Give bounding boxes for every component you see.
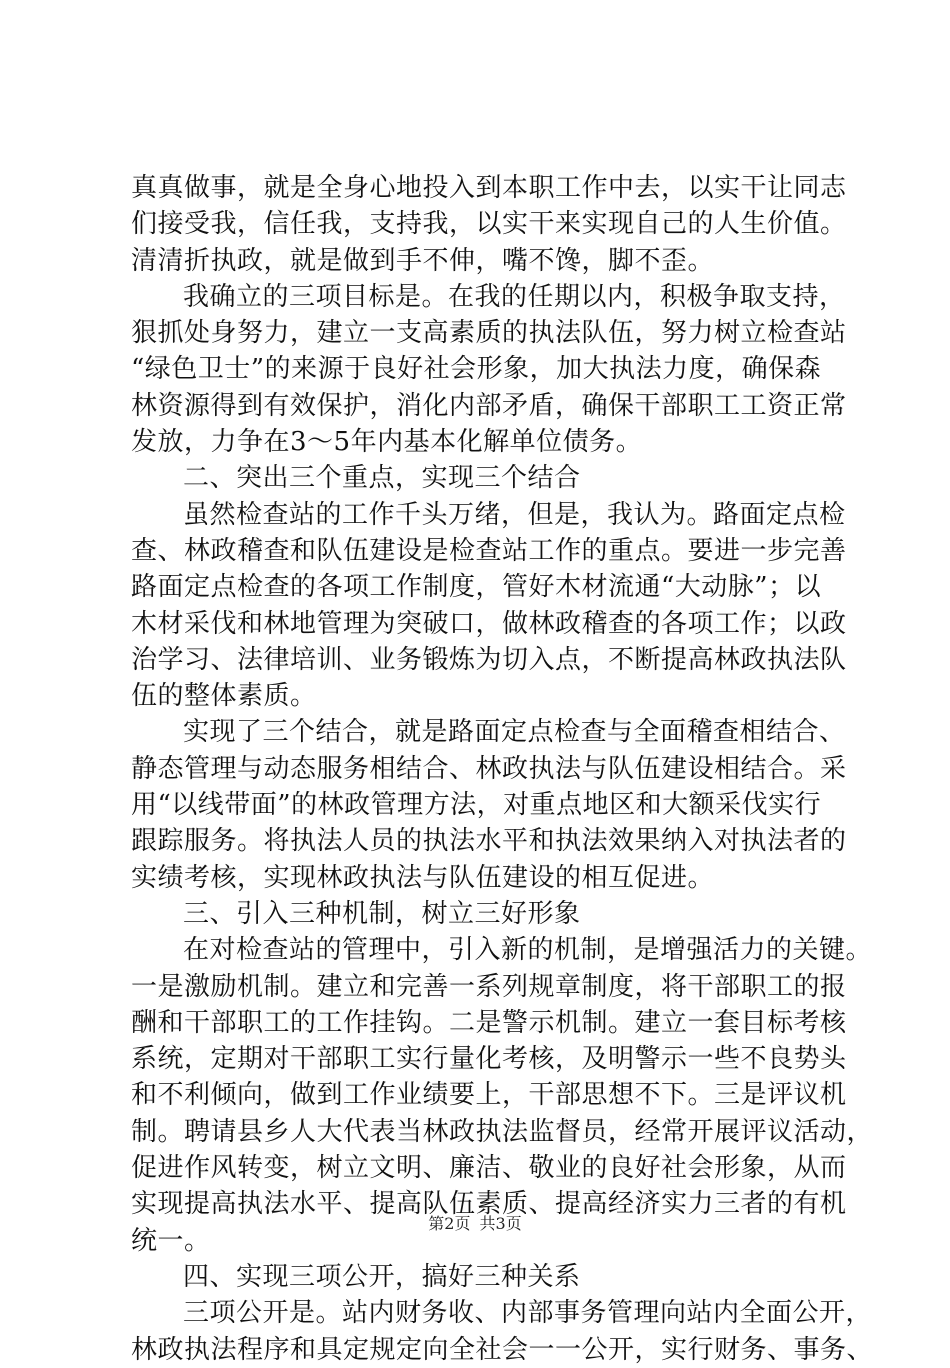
- text-line: 伍的整体素质。: [131, 681, 317, 712]
- page-footer: [0, 1214, 950, 1234]
- text-line: 路面定点检查的各项工作制度，管好木材流通“大动脉”；以: [131, 572, 822, 603]
- section-heading-3: 三、引入三种机制，树立三好形象: [183, 898, 581, 929]
- text-line: 狠抓处身努力，建立一支高素质的执法队伍，努力树立检查站: [131, 318, 847, 349]
- text-line: 林资源得到有效保护，消化内部矛盾，确保干部职工工资正常: [131, 390, 847, 421]
- paragraph-start-line: 虽然检查站的工作千头万绪，但是，我认为。路面定点检: [183, 499, 846, 530]
- text-line: 统一。: [131, 1225, 211, 1256]
- text-line: 发放，力争在3～5年内基本化解单位债务。: [131, 427, 643, 458]
- text-line: 林政执法程序和具定规定向全社会一一公开，实行财务、事务、: [131, 1334, 874, 1365]
- text-line: 实绩考核，实现林政执法与队伍建设的相互促进。: [131, 862, 715, 893]
- text-line: 跟踪服务。将执法人员的执法水平和执法效果纳入对执法者的: [131, 826, 847, 857]
- text-line: 实现提高执法水平、提高队伍素质、提高经济实力三者的有机: [131, 1189, 847, 1220]
- paragraph-start-line: 在对检查站的管理中，引入新的机制，是增强活力的关键。: [183, 935, 873, 966]
- paragraph-start-line: 我确立的三项目标是。在我的任期以内，积极争取支持，: [183, 281, 846, 312]
- section-heading-2: 二、突出三个重点，实现三个结合: [183, 463, 581, 494]
- text-line: 酬和干部职工的工作挂钩。二是警示机制。建立一套目标考核: [131, 1007, 847, 1038]
- text-line: 木材采伐和林地管理为突破口，做林政稽查的各项工作；以政: [131, 608, 847, 639]
- page-total: 共3页: [479, 1214, 522, 1233]
- text-line: 静态管理与动态服务相结合、林政执法与队伍建设相结合。采: [131, 753, 847, 784]
- text-line: 制。聘请县乡人大代表当林政执法监督员，经常开展评议活动，: [131, 1116, 874, 1147]
- section-heading-4: 四、实现三项公开，搞好三种关系: [183, 1261, 581, 1292]
- page-number: 第2页: [428, 1214, 471, 1233]
- text-line: 促进作风转变，树立文明、廉洁、敬业的良好社会形象，从而: [131, 1153, 847, 1184]
- text-line: 治学习、法律培训、业务锻炼为切入点，不断提高林政执法队: [131, 644, 847, 675]
- document-body: [131, 170, 874, 1368]
- text-line: 查、林政稽查和队伍建设是检查站工作的重点。要进一步完善: [131, 535, 847, 566]
- text-line: 系统，定期对干部职工实行量化考核，及明警示一些不良势头: [131, 1044, 847, 1075]
- text-line: 清清折执政，就是做到手不伸，嘴不馋，脚不歪。: [131, 245, 715, 276]
- text-line: 用“以线带面”的林政管理方法，对重点地区和大额采伐实行: [131, 790, 822, 821]
- paragraph-start-line: 实现了三个结合，就是路面定点检查与全面稽查相结合、: [183, 717, 846, 748]
- text-line: 们接受我，信任我，支持我，以实干来实现自己的人生价值。: [131, 209, 847, 240]
- text-line: 一是激励机制。建立和完善一系列规章制度，将干部职工的报: [131, 971, 847, 1002]
- text-line: “绿色卫士”的来源于良好社会形象，加大执法力度，确保森: [131, 354, 822, 385]
- text-line: 和不利倾向，做到工作业绩要上，干部思想不下。三是评议机: [131, 1080, 847, 1111]
- text-line: 真真做事，就是全身心地投入到本职工作中去，以实干让同志: [131, 173, 847, 203]
- paragraph-start-line: 三项公开是。站内财务收、内部事务管理向站内全面公开，: [183, 1298, 873, 1329]
